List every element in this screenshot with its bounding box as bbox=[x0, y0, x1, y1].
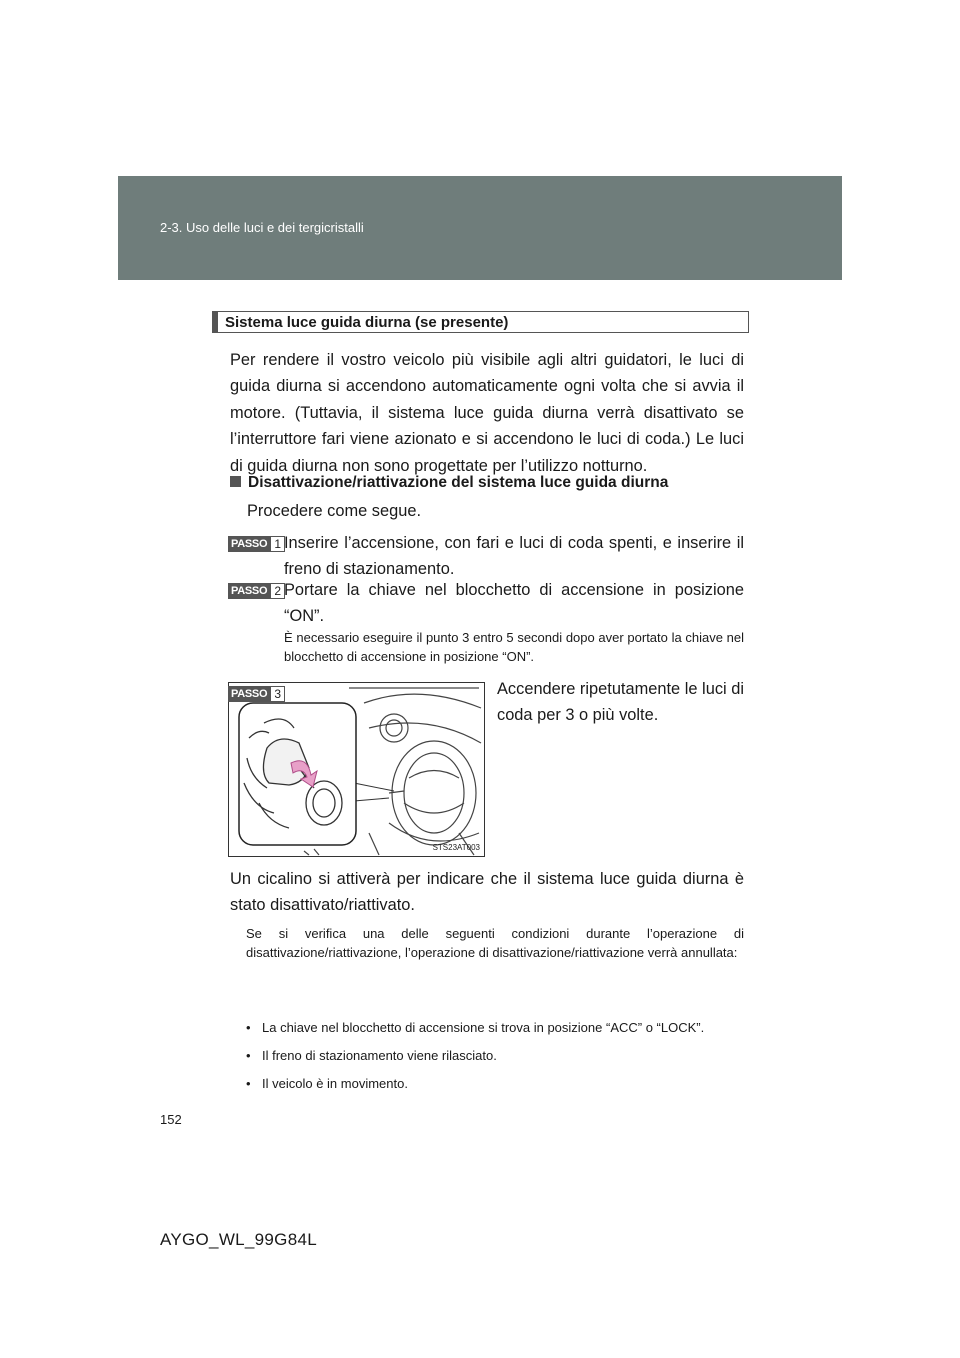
step-word: PASSO bbox=[228, 686, 270, 702]
step-badge-1 bbox=[228, 536, 285, 552]
step-badge-2 bbox=[228, 583, 285, 599]
page-number: 152 bbox=[160, 1112, 182, 1127]
procedure-intro: Procedere come segue. bbox=[247, 502, 422, 520]
subheading-text: Disattivazione/riattivazione del sistema luce guida diurna bbox=[248, 474, 669, 491]
list-item: • Il freno di stazionamento viene rilasciato. bbox=[246, 1046, 744, 1066]
illustration-figure bbox=[228, 682, 485, 857]
dashboard-switch-illustration bbox=[229, 683, 484, 856]
section-title: 2-3. Uso delle luci e dei tergicristalli bbox=[160, 220, 364, 235]
square-bullet-icon bbox=[230, 476, 241, 487]
intro-paragraph: Per rendere il vostro veicolo più visibile agli altri guidatori, le luci di guida diurna si accendono automaticamente ogni volta che si avvia il motore. (Tuttavia, il sistema luce guida diurna verrà disattivato se l’interruttore fari viene azionato e si accendono le luci di coda.) Le luci di guida diurna non sono progettate per l’utilizzo notturno. bbox=[230, 351, 744, 475]
step-3-text: Accendere ripetutamente le luci di coda per 3 o più volte. bbox=[497, 680, 744, 725]
step-badge-3 bbox=[228, 686, 285, 702]
step-2-text: Portare la chiave nel blocchetto di accensione in posizione “ON”. bbox=[284, 581, 744, 626]
subheading bbox=[230, 474, 668, 492]
list-item: • Il veicolo è in movimento. bbox=[246, 1074, 744, 1094]
step-number: 1 bbox=[270, 536, 285, 552]
step-word: PASSO bbox=[228, 583, 270, 599]
result-paragraph: Un cicalino si attiverà per indicare che il sistema luce guida diurna è stato disattivato/riattivato. bbox=[230, 870, 744, 915]
step-number: 2 bbox=[270, 583, 285, 599]
document-code: AYGO_WL_99G84L bbox=[160, 1230, 317, 1249]
cancel-note: Se si verifica una delle seguenti condizioni durante l’operazione di disattivazione/riattivazione, l’operazione di disattivazione/riattivazione verrà annullata: bbox=[246, 926, 744, 960]
conditions-list bbox=[246, 1018, 744, 1102]
list-item: • La chiave nel blocchetto di accensione si trova in posizione “ACC” o “LOCK”. bbox=[246, 1018, 744, 1038]
figure-code: STS23AT003 bbox=[432, 843, 480, 852]
header-band bbox=[118, 176, 842, 280]
step-1-text: Inserire l’accensione, con fari e luci di coda spenti, e inserire il freno di stazionamento. bbox=[284, 534, 744, 579]
step-2-note: È necessario eseguire il punto 3 entro 5 secondi dopo aver portato la chiave nel blocchetto di accensione in posizione “ON”. bbox=[284, 630, 744, 664]
step-number: 3 bbox=[270, 686, 285, 702]
step-word: PASSO bbox=[228, 536, 270, 552]
section-heading: Sistema luce guida diurna (se presente) bbox=[212, 311, 749, 333]
